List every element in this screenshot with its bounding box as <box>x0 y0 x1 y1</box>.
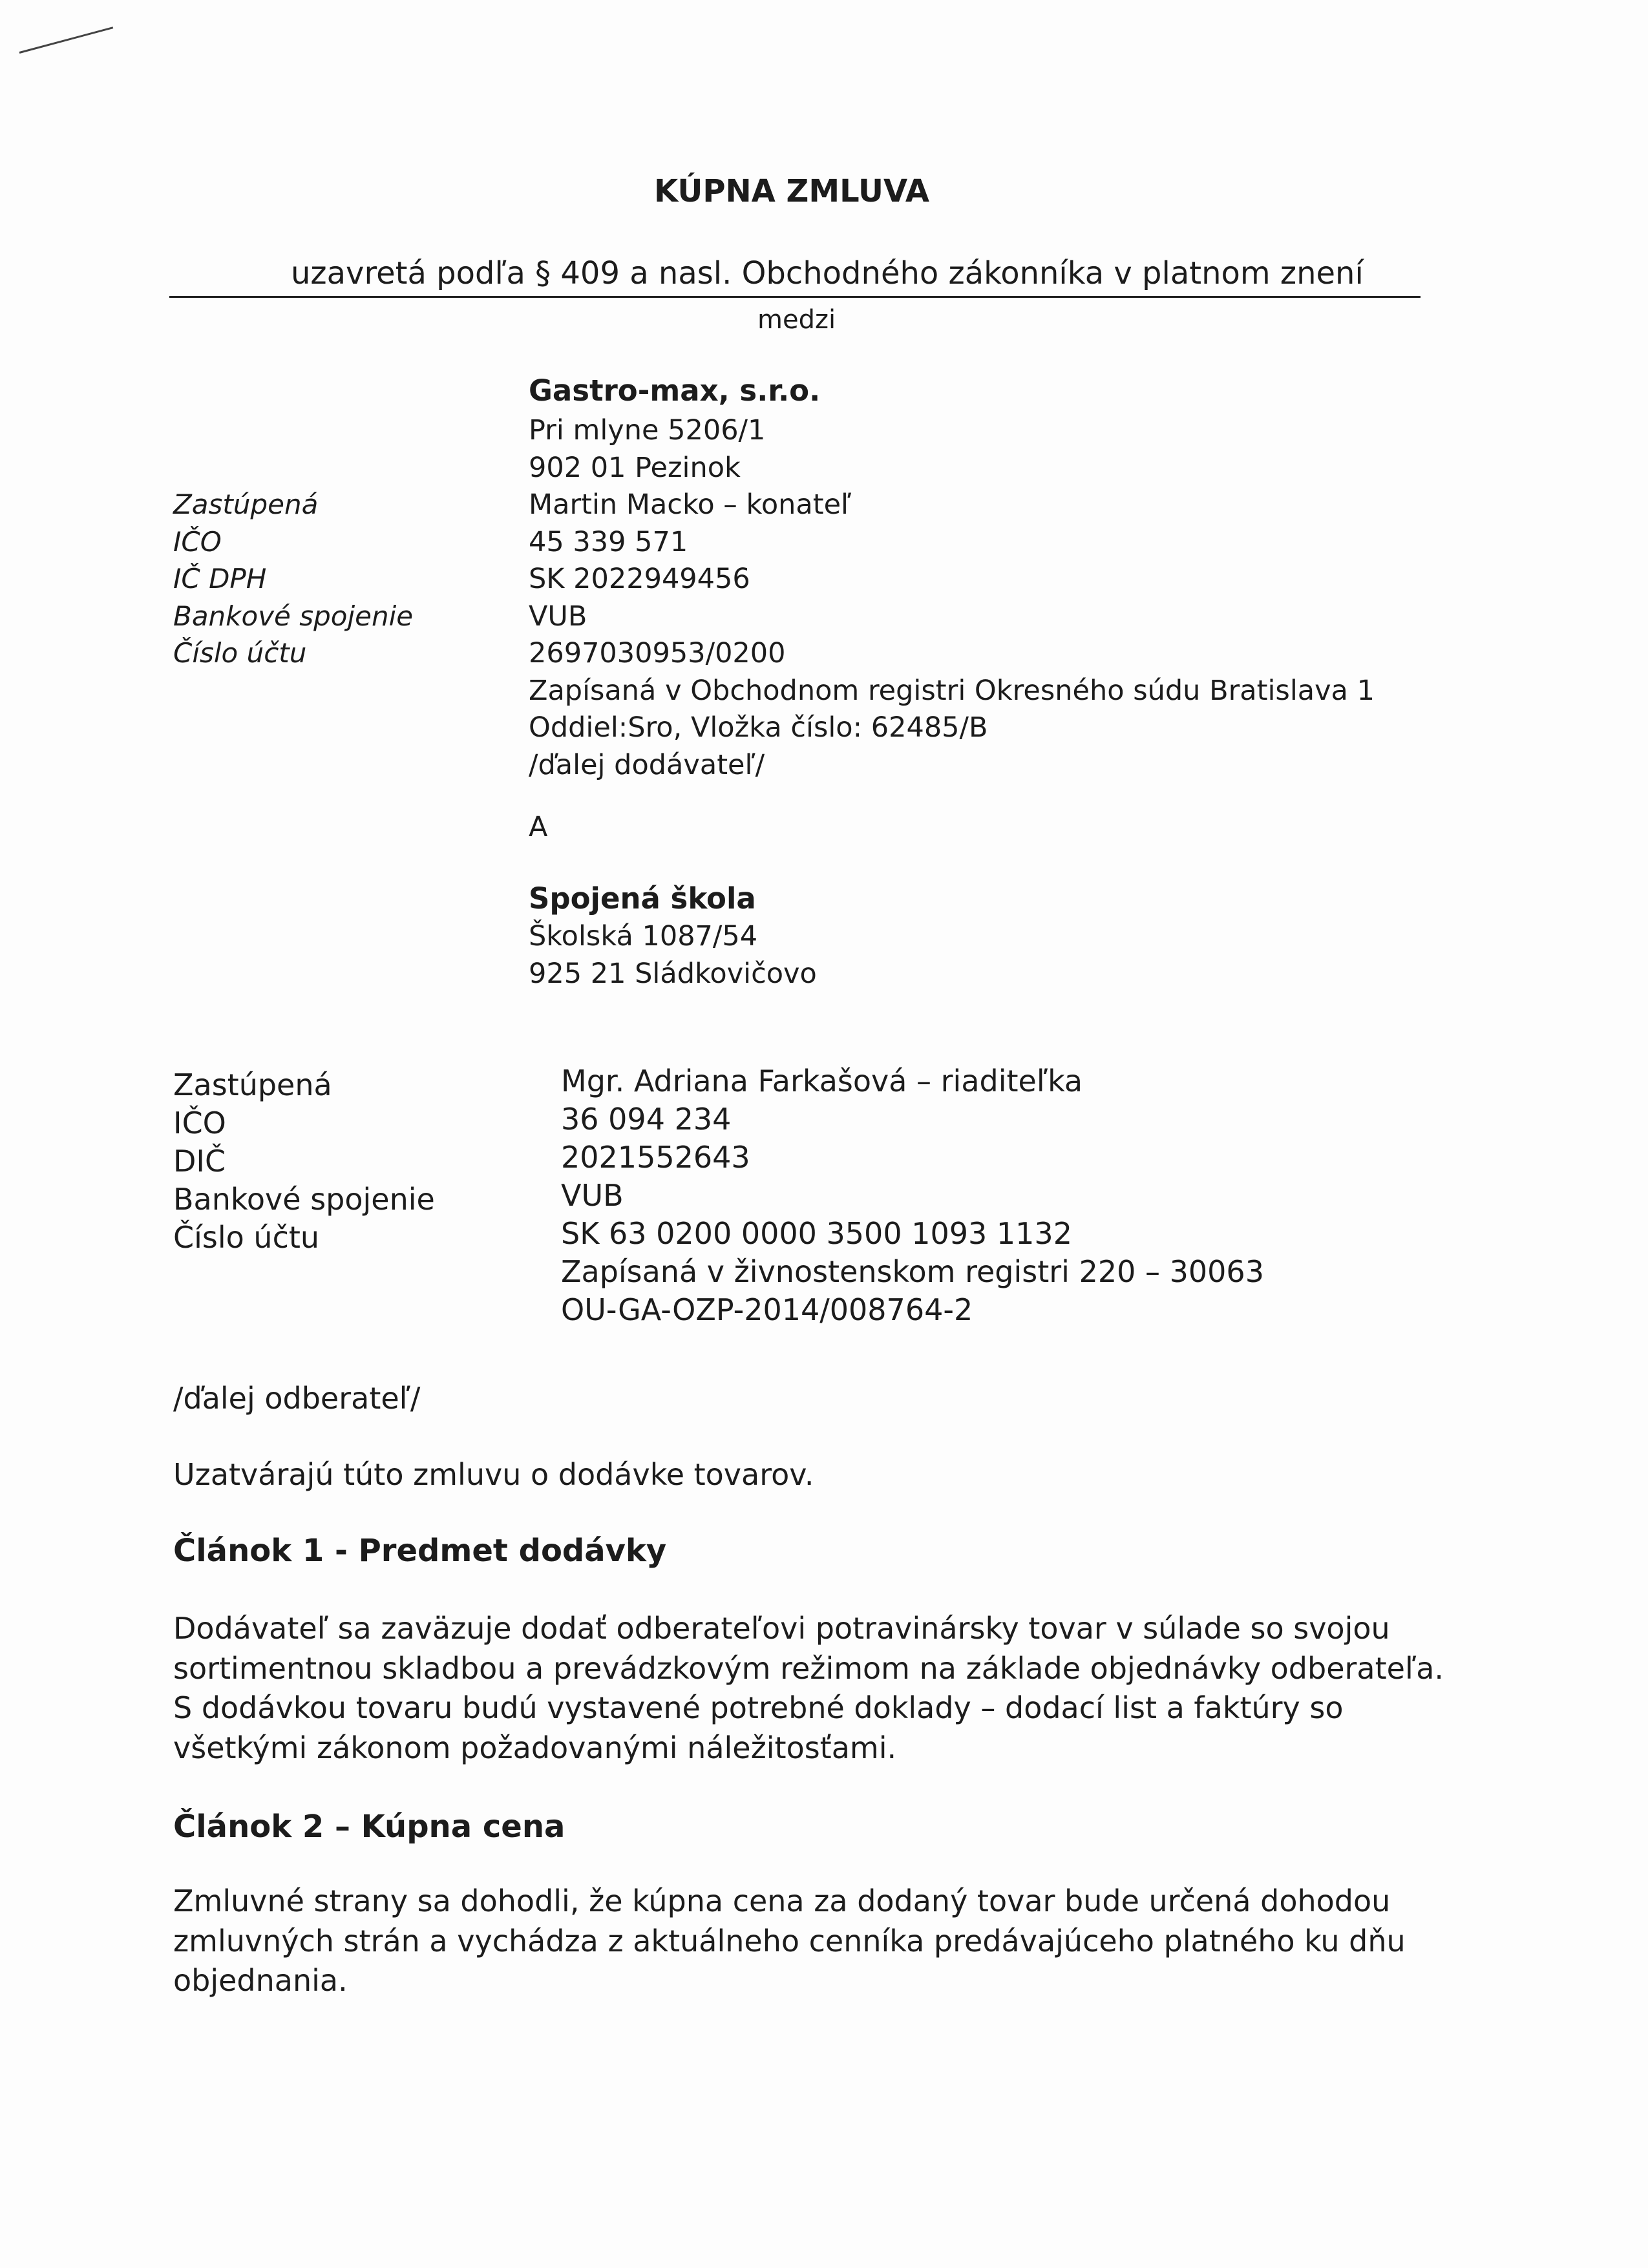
seller-account: 2697030953/0200 <box>529 637 786 669</box>
buyer-registry: Zapísaná v živnostenskom registri 220 – 30063 <box>561 1254 1264 1289</box>
seller-details <box>529 412 1375 784</box>
article-2-line: objednania. <box>173 1963 348 1998</box>
article-2-body <box>173 1882 1406 2001</box>
seller-designation: /ďalej dodávateľ/ <box>529 748 765 781</box>
buyer-label-account: Číslo účtu <box>173 1220 320 1255</box>
intro-sentence: Uzatvárajú túto zmluvu o dodávke tovarov. <box>173 1457 814 1492</box>
article-1-body <box>173 1609 1444 1768</box>
article-1-line: sortimentnou skladbou a prevádzkovým režimom na základe objednávky odberateľa. <box>173 1650 1444 1686</box>
document-title: KÚPNA ZMLUVA <box>654 173 929 209</box>
buyer-labels <box>173 1066 435 1257</box>
article-2-line: Zmluvné strany sa dohodli, že kúpna cena za dodaný tovar bude určená dohodou <box>173 1884 1391 1918</box>
buyer-label-bank: Bankové spojenie <box>173 1182 435 1217</box>
buyer-label-represented: Zastúpená <box>173 1067 332 1102</box>
seller-ic-dph: SK 2022949456 <box>529 563 750 595</box>
seller-labels <box>173 486 413 672</box>
between-label: medzi <box>757 305 836 335</box>
buyer-label-dic: DIČ <box>173 1144 226 1179</box>
seller-street: Pri mlyne 5206/1 <box>529 414 766 446</box>
seller-city: 902 01 Pezinok <box>529 451 741 484</box>
buyer-account: SK 63 0200 0000 3500 1093 1132 <box>561 1216 1072 1251</box>
article-2-heading: Článok 2 – Kúpna cena <box>173 1809 565 1845</box>
seller-label-account: Číslo účtu <box>173 637 307 669</box>
seller-registry-section: Oddiel:Sro, Vložka číslo: 62485/B <box>529 711 988 744</box>
buyer-dic: 2021552643 <box>561 1140 750 1175</box>
seller-label-bank: Bankové spojenie <box>173 600 414 632</box>
seller-representative: Martin Macko – konateľ <box>529 488 852 521</box>
buyer-registry-number: OU-GA-OZP-2014/008764-2 <box>561 1292 973 1327</box>
buyer-name: Spojená škola <box>529 881 756 916</box>
article-2-line: zmluvných strán a vychádza z aktuálneho cenníka predávajúceho platného ku dňu <box>173 1923 1406 1958</box>
seller-label-ic-dph: IČ DPH <box>173 563 267 594</box>
subtitle-underline <box>169 296 1421 298</box>
article-1-heading: Článok 1 - Predmet dodávky <box>173 1533 667 1569</box>
buyer-values <box>561 1062 1264 1329</box>
article-1-line: všetkými zákonom požadovanými náležitosťami. <box>173 1730 897 1765</box>
seller-registry: Zapísaná v Obchodnom registri Okresného súdu Bratislava 1 <box>529 674 1375 707</box>
buyer-street: Školská 1087/54 <box>529 920 758 952</box>
buyer-bank: VUB <box>561 1178 624 1213</box>
buyer-designation: /ďalej odberateľ/ <box>173 1381 421 1416</box>
document-subtitle: uzavretá podľa § 409 a nasl. Obchodného zákonníka v platnom znení <box>291 255 1364 291</box>
pen-stroke-mark <box>19 26 114 54</box>
article-1-line: S dodávkou tovaru budú vystavené potrebné doklady – dodací list a faktúry so <box>173 1690 1344 1725</box>
seller-ico: 45 339 571 <box>529 525 688 558</box>
article-1-line: Dodávateľ sa zaväzuje dodať odberateľovi potravinársky tovar v súlade so svojou <box>173 1611 1390 1646</box>
buyer-address <box>529 918 817 992</box>
seller-name: Gastro-max, s.r.o. <box>529 373 821 408</box>
buyer-representative: Mgr. Adriana Farkašová – riaditeľka <box>561 1064 1083 1098</box>
buyer-label-ico: IČO <box>173 1106 226 1140</box>
seller-bank: VUB <box>529 600 587 633</box>
buyer-ico: 36 094 234 <box>561 1102 732 1137</box>
seller-label-represented: Zastúpená <box>173 488 319 520</box>
seller-label-ico: IČO <box>173 525 222 558</box>
buyer-city: 925 21 Sládkovičovo <box>529 957 817 990</box>
conjunction: A <box>529 811 548 843</box>
